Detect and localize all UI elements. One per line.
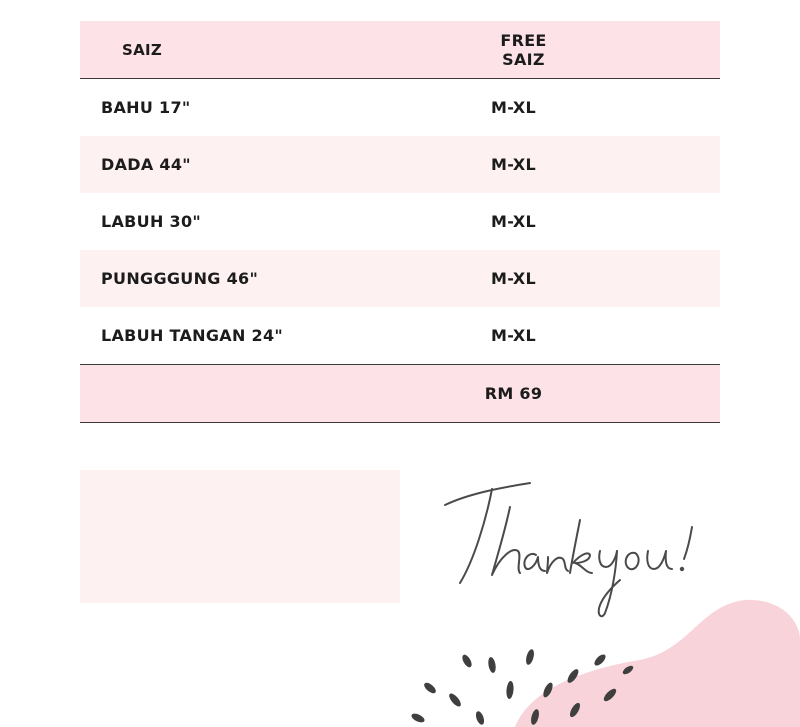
size-table bbox=[80, 21, 720, 423]
table-row bbox=[80, 193, 720, 250]
price-row bbox=[80, 364, 720, 423]
row-label: BAHU 17" bbox=[101, 98, 191, 117]
table-row bbox=[80, 79, 720, 136]
row-value: M-XL bbox=[491, 326, 536, 345]
row-value: M-XL bbox=[491, 98, 536, 117]
header-label: SAIZ bbox=[122, 40, 163, 59]
row-value: M-XL bbox=[491, 269, 536, 288]
table-row bbox=[80, 136, 720, 193]
thank-you-script bbox=[430, 465, 720, 635]
row-value: M-XL bbox=[491, 212, 536, 231]
row-label: LABUH 30" bbox=[101, 212, 202, 231]
row-label: DADA 44" bbox=[101, 155, 191, 174]
table-header-row bbox=[80, 21, 720, 79]
table-row bbox=[80, 307, 720, 364]
row-label: LABUH TANGAN 24" bbox=[101, 326, 284, 345]
price-value: RM 69 bbox=[484, 384, 543, 403]
note-box bbox=[80, 470, 400, 603]
dash-burst-decoration bbox=[410, 648, 634, 725]
row-value: M-XL bbox=[491, 155, 536, 174]
row-label: PUNGGGUNG 46" bbox=[101, 269, 259, 288]
header-value: FREE SAIZ bbox=[500, 30, 547, 69]
table-row bbox=[80, 250, 720, 307]
